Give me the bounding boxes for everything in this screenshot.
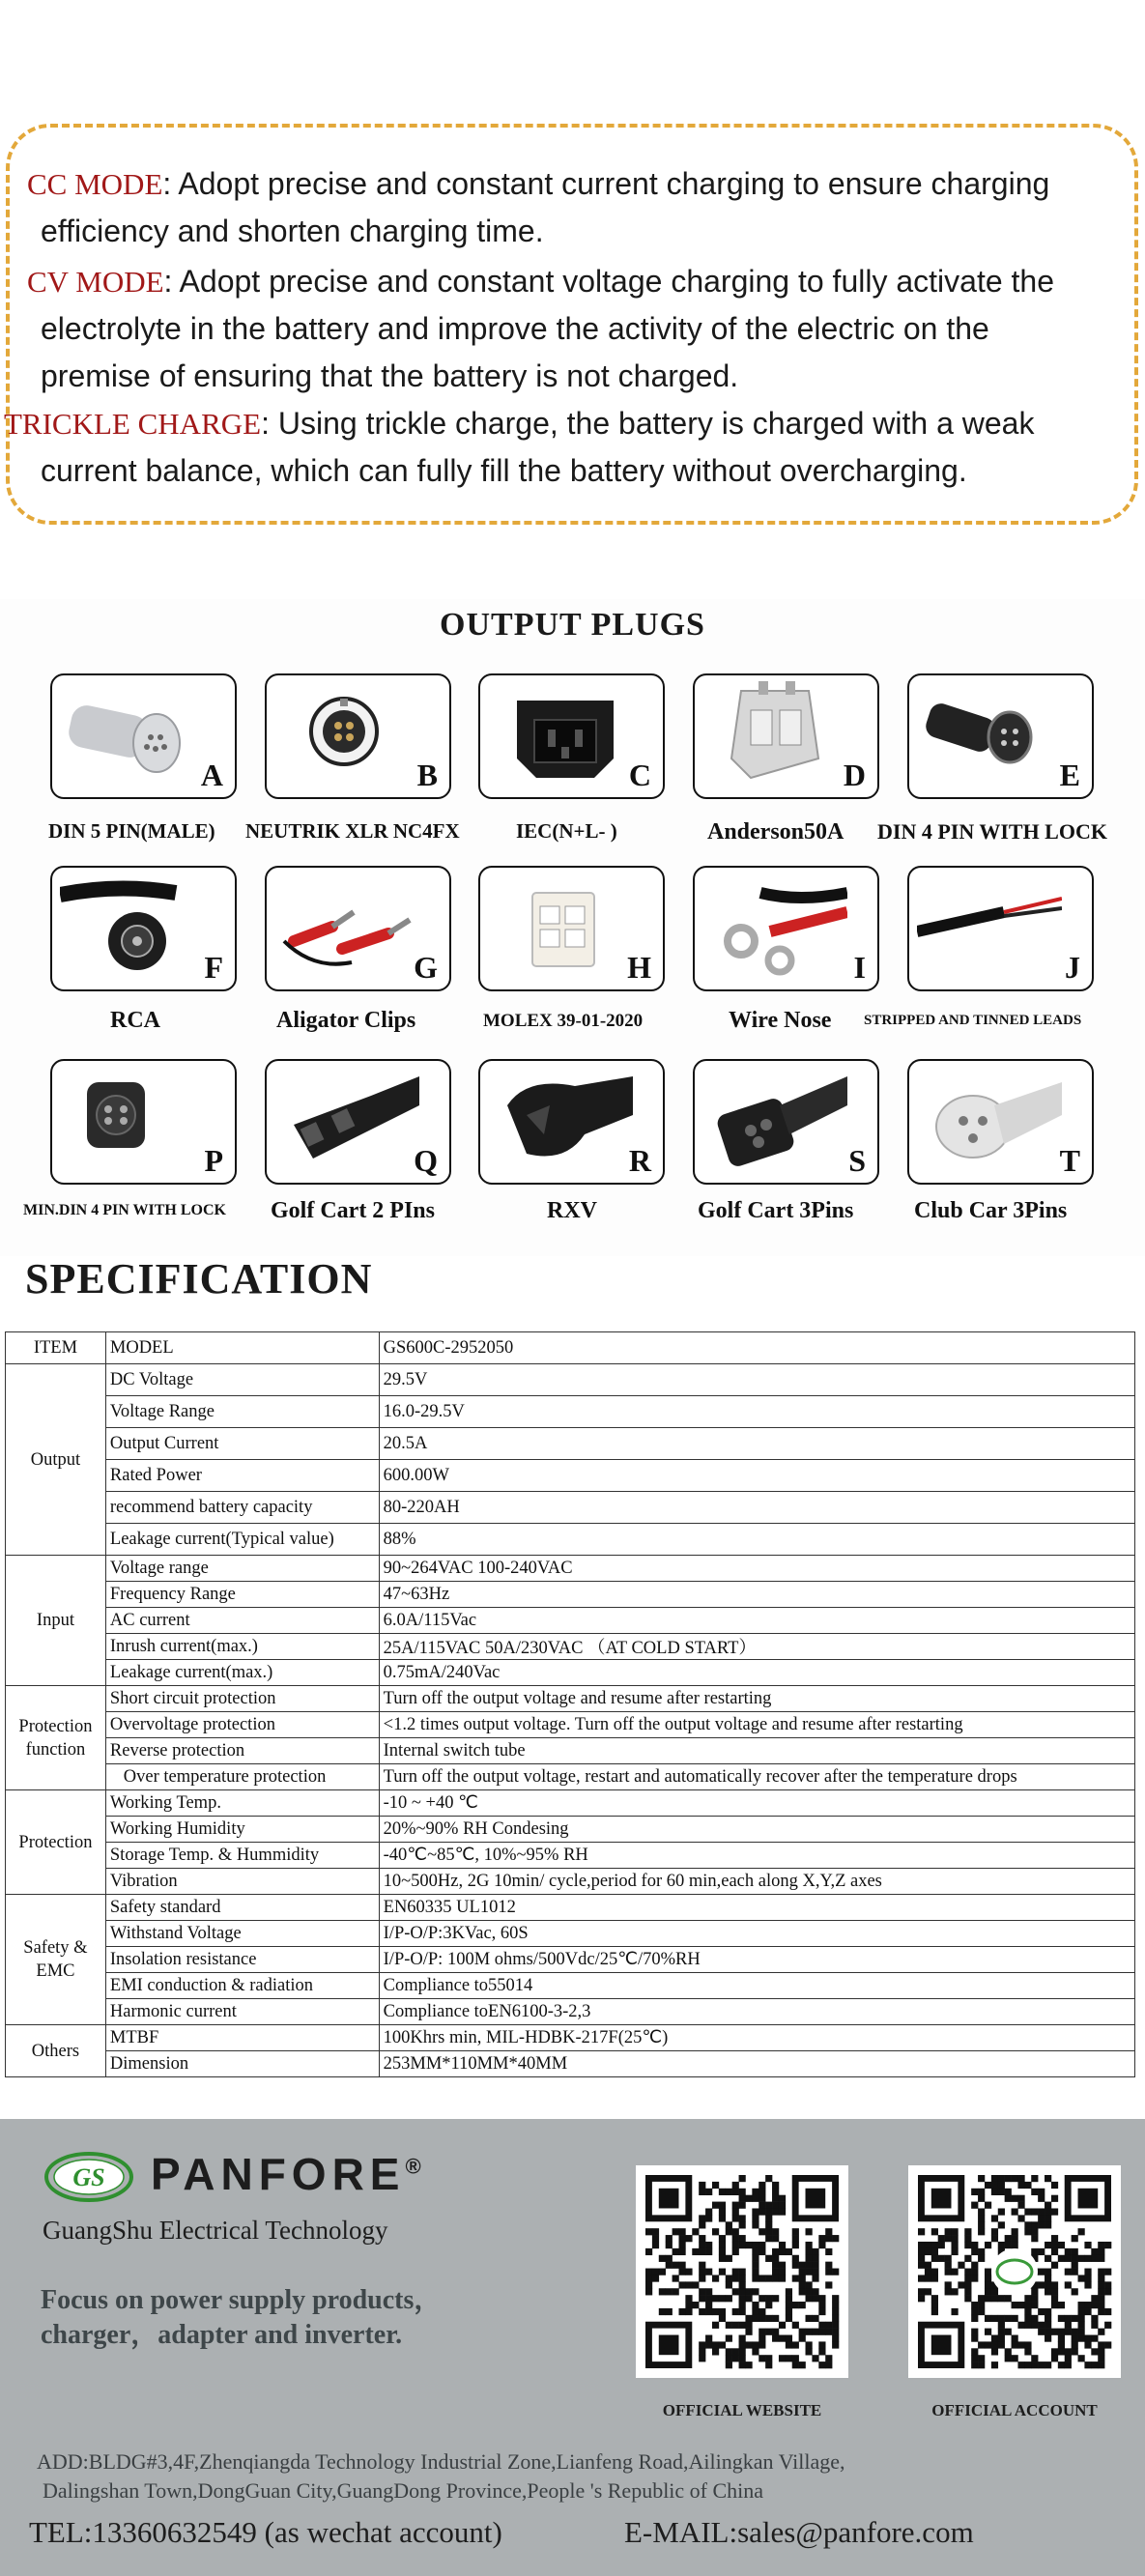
spec-value: 80-220AH — [379, 1492, 1134, 1524]
spec-name: Overvoltage protection — [105, 1712, 379, 1738]
table-row — [6, 1556, 1135, 1582]
table-row — [6, 1921, 1135, 1947]
focus-line-2: charger，adapter and inverter. — [41, 2320, 403, 2350]
cv-mode-line-1 — [27, 258, 1054, 305]
spec-name: Over temperature protection — [105, 1764, 379, 1790]
spec-value: I/P-O/P: 100M ohms/500Vdc/25℃/70%RH — [379, 1947, 1134, 1973]
spec-value: I/P-O/P:3KVac, 60S — [379, 1921, 1134, 1947]
golf-cart-3pin-icon — [702, 1067, 847, 1173]
table-row — [6, 1790, 1135, 1817]
trickle-line-1 — [4, 400, 1034, 447]
specification-table — [5, 1331, 1135, 2077]
plug-letter: E — [1059, 758, 1080, 792]
brand-subtitle: GuangShu Electrical Technology — [43, 2216, 388, 2245]
spec-value: 0.75mA/240Vac — [379, 1660, 1134, 1686]
plug-card-f — [50, 866, 237, 991]
din5-plug-icon — [60, 681, 205, 787]
cv-mode-line-2: electrolyte in the battery and improve the activity of the electric on the — [41, 311, 989, 346]
spec-name: Leakage current(Typical value) — [105, 1524, 379, 1556]
plug-letter: R — [628, 1143, 651, 1178]
plug-letter: P — [204, 1143, 223, 1178]
table-row — [6, 1686, 1135, 1712]
spec-name: Working Temp. — [105, 1790, 379, 1817]
model-value: GS600C-2952050 — [379, 1332, 1134, 1364]
spec-name: Withstand Voltage — [105, 1921, 379, 1947]
spec-value: 20.5A — [379, 1428, 1134, 1460]
spec-name: EMI conduction & radiation — [105, 1973, 379, 1999]
plug-name-a: DIN 5 PIN(MALE) — [48, 819, 215, 843]
spec-name: MTBF — [105, 2025, 379, 2051]
table-row — [6, 1634, 1135, 1660]
table-row — [6, 1524, 1135, 1556]
mini-din4-plug-icon — [60, 1067, 205, 1173]
company-address — [37, 2447, 845, 2505]
plug-name-j: STRIPPED AND TINNED LEADS — [864, 1013, 1082, 1028]
focus-line-1: Focus on power supply products， — [41, 2285, 442, 2315]
table-row — [6, 1738, 1135, 1764]
plug-card-i — [693, 866, 879, 991]
output-plugs-section — [0, 599, 1145, 1256]
plug-card-d — [693, 673, 879, 799]
table-row — [6, 1364, 1135, 1396]
spec-name: Voltage range — [105, 1556, 379, 1582]
golf-cart-2pin-icon — [274, 1067, 419, 1173]
table-row — [6, 1582, 1135, 1608]
table-row — [6, 1396, 1135, 1428]
table-row — [6, 1660, 1135, 1686]
plug-card-j — [907, 866, 1094, 991]
alligator-clips-icon — [274, 873, 419, 980]
plug-card-t — [907, 1059, 1094, 1185]
plug-name-e: DIN 4 PIN WITH LOCK — [877, 819, 1107, 844]
plug-letter: T — [1059, 1143, 1080, 1178]
qr-caption-account: OFFICIAL ACCOUNT — [931, 2401, 1098, 2419]
iec-plug-icon — [488, 681, 633, 787]
spec-name: Insolation resistance — [105, 1947, 379, 1973]
table-row — [6, 1712, 1135, 1738]
group-input: Input — [6, 1556, 106, 1686]
plug-card-q — [265, 1059, 451, 1185]
plug-name-r: RXV — [547, 1198, 597, 1223]
spec-value: 90~264VAC 100-240VAC — [379, 1556, 1134, 1582]
plug-name-c: IEC(N+L- ) — [516, 819, 617, 843]
registered-mark: ® — [405, 2154, 421, 2179]
telephone: TEL:13360632549 (as wechat account) — [29, 2515, 502, 2549]
website-qr-code[interactable] — [636, 2165, 848, 2378]
plug-letter: I — [853, 950, 866, 985]
trickle-charge-label: TRICKLE CHARGE — [4, 407, 262, 441]
plug-name-t: Club Car 3Pins — [914, 1198, 1068, 1223]
qr-code-icon — [908, 2165, 1121, 2378]
spec-value: Turn off the output voltage, restart and automatically recover after the temperature drops — [379, 1764, 1134, 1790]
spec-value: 253MM*110MM*40MM — [379, 2051, 1134, 2077]
spec-name: Voltage Range — [105, 1396, 379, 1428]
stripped-leads-icon — [917, 873, 1062, 980]
spec-name: Leakage current(max.) — [105, 1660, 379, 1686]
spec-value: EN60335 UL1012 — [379, 1895, 1134, 1921]
group-safety-emc: Safety & EMC — [6, 1895, 106, 2025]
spec-value: <1.2 times output voltage. Turn off the output voltage and resume after restarting — [379, 1712, 1134, 1738]
plug-letter: S — [848, 1143, 866, 1178]
table-row — [6, 1973, 1135, 1999]
spec-value: Compliance to55014 — [379, 1973, 1134, 1999]
din4-lock-plug-icon — [917, 681, 1062, 787]
table-row — [6, 1332, 1135, 1364]
plug-name-g: Aligator Clips — [276, 1008, 416, 1033]
plug-card-c — [478, 673, 665, 799]
table-row — [6, 1843, 1135, 1869]
cc-mode-text: : Adopt precise and constant current charging to ensure charging — [162, 166, 1050, 201]
address-line-2: Dalingshan Town,DongGuan City,GuangDong Province,People 's Republic of China — [43, 2478, 764, 2503]
output-plugs-title: OUTPUT PLUGS — [440, 607, 705, 643]
plug-letter: J — [1065, 950, 1080, 985]
cv-mode-text: : Adopt precise and constant voltage charging to fully activate the — [163, 264, 1054, 299]
table-row — [6, 1817, 1135, 1843]
focus-statement — [41, 2283, 441, 2353]
table-row — [6, 1492, 1135, 1524]
plug-card-g — [265, 866, 451, 991]
plug-letter: D — [843, 758, 866, 792]
spec-name: Dimension — [105, 2051, 379, 2077]
anderson-plug-icon — [702, 681, 847, 787]
trickle-text: : Using trickle charge, the battery is charged with a weak — [261, 406, 1035, 441]
plug-card-s — [693, 1059, 879, 1185]
address-line-1: ADD:BLDG#3,4F,Zhenqiangda Technology Industrial Zone,Lianfeng Road,Ailingkan Village, — [37, 2449, 845, 2474]
group-output: Output — [6, 1364, 106, 1556]
plug-letter: A — [200, 758, 223, 792]
ring-terminal-icon — [702, 873, 847, 980]
qr-code-icon — [636, 2165, 848, 2378]
spec-value: 10~500Hz, 2G 10min/ cycle,period for 60 min,each along X,Y,Z axes — [379, 1869, 1134, 1895]
spec-value: Compliance toEN6100-3-2,3 — [379, 1999, 1134, 2025]
plug-letter: Q — [414, 1143, 438, 1178]
plug-card-a — [50, 673, 237, 799]
cv-mode-label: CV MODE — [27, 265, 164, 299]
spec-value: 20%~90% RH Condesing — [379, 1817, 1134, 1843]
cv-mode-line-3: premise of ensuring that the battery is not charged. — [41, 358, 739, 393]
plug-name-i: Wire Nose — [729, 1008, 832, 1033]
table-row — [6, 1895, 1135, 1921]
plug-card-h — [478, 866, 665, 991]
company-footer — [0, 2119, 1145, 2576]
molex-plug-icon — [488, 873, 633, 980]
spec-name: Vibration — [105, 1869, 379, 1895]
specification-title: SPECIFICATION — [25, 1255, 373, 1302]
brand-name — [151, 2148, 421, 2200]
spec-name: recommend battery capacity — [105, 1492, 379, 1524]
plug-name-d: Anderson50A — [707, 819, 844, 844]
group-protection: Protection — [6, 1790, 106, 1895]
spec-value: 88% — [379, 1524, 1134, 1556]
plug-letter: B — [416, 758, 438, 792]
plug-card-e — [907, 673, 1094, 799]
model-label: MODEL — [105, 1332, 379, 1364]
table-row — [6, 1999, 1135, 2025]
table-row — [6, 1460, 1135, 1492]
qr-caption-website: OFFICIAL WEBSITE — [662, 2401, 822, 2419]
spec-value: 100Khrs min, MIL-HDBK-217F(25℃) — [379, 2025, 1134, 2051]
table-row — [6, 1869, 1135, 1895]
plug-card-p — [50, 1059, 237, 1185]
rxv-plug-icon — [488, 1067, 633, 1173]
plug-name-b: NEUTRIK XLR NC4FX — [245, 819, 460, 843]
spec-name: Short circuit protection — [105, 1686, 379, 1712]
spec-value: 16.0-29.5V — [379, 1396, 1134, 1428]
account-qr-code[interactable] — [908, 2165, 1121, 2378]
plug-card-r — [478, 1059, 665, 1185]
plug-card-b — [265, 673, 451, 799]
group-others: Others — [6, 2025, 106, 2077]
cc-mode-label: CC MODE — [27, 167, 163, 201]
trickle-line-2: current balance, which can fully fill the battery without overcharging. — [41, 453, 967, 488]
brand-text: PANFORE — [151, 2149, 406, 2199]
table-row — [6, 1428, 1135, 1460]
table-row — [6, 2051, 1135, 2077]
plug-name-f: RCA — [110, 1008, 160, 1033]
spec-name: Inrush current(max.) — [105, 1634, 379, 1660]
spec-name: Storage Temp. & Hummidity — [105, 1843, 379, 1869]
spec-value: 6.0A/115Vac — [379, 1608, 1134, 1634]
plug-letter: H — [627, 950, 651, 985]
gs-logo-icon — [43, 2148, 139, 2206]
cc-mode-line-2: efficiency and shorten charging time. — [41, 214, 544, 248]
spec-value: -10 ~ +40 ℃ — [379, 1790, 1134, 1817]
email: E-MAIL:sales@panfore.com — [624, 2515, 974, 2549]
spec-name: Working Humidity — [105, 1817, 379, 1843]
plug-name-p: MIN.DIN 4 PIN WITH LOCK — [23, 1202, 226, 1218]
table-row — [6, 1608, 1135, 1634]
rca-plug-icon — [60, 873, 205, 980]
group-protection-function: Protection function — [6, 1686, 106, 1790]
plug-letter: F — [204, 950, 223, 985]
spec-name: AC current — [105, 1608, 379, 1634]
spec-value: 600.00W — [379, 1460, 1134, 1492]
plug-name-h: MOLEX 39-01-2020 — [483, 1011, 644, 1031]
table-row — [6, 2025, 1135, 2051]
item-header: ITEM — [6, 1332, 106, 1364]
spec-name: Safety standard — [105, 1895, 379, 1921]
cc-mode-line-1 — [27, 160, 1049, 208]
xlr-plug-icon — [274, 681, 419, 787]
spec-name: Frequency Range — [105, 1582, 379, 1608]
spec-name: Harmonic current — [105, 1999, 379, 2025]
table-row — [6, 1947, 1135, 1973]
plug-name-s: Golf Cart 3Pins — [698, 1198, 854, 1223]
spec-value: 25A/115VAC 50A/230VAC （AT COLD START） — [379, 1634, 1134, 1660]
club-car-3pin-icon — [917, 1067, 1062, 1173]
plug-name-q: Golf Cart 2 PIns — [271, 1198, 435, 1223]
spec-name: DC Voltage — [105, 1364, 379, 1396]
spec-name: Reverse protection — [105, 1738, 379, 1764]
spec-name: Output Current — [105, 1428, 379, 1460]
spec-value: 47~63Hz — [379, 1582, 1134, 1608]
spec-value: Internal switch tube — [379, 1738, 1134, 1764]
logo-text: GS — [72, 2163, 105, 2191]
spec-name: Rated Power — [105, 1460, 379, 1492]
spec-value: 29.5V — [379, 1364, 1134, 1396]
table-row — [6, 1764, 1135, 1790]
spec-value: -40℃~85℃, 10%~95% RH — [379, 1843, 1134, 1869]
plug-letter: G — [414, 950, 438, 985]
plug-letter: C — [628, 758, 651, 792]
spec-value: Turn off the output voltage and resume after restarting — [379, 1686, 1134, 1712]
